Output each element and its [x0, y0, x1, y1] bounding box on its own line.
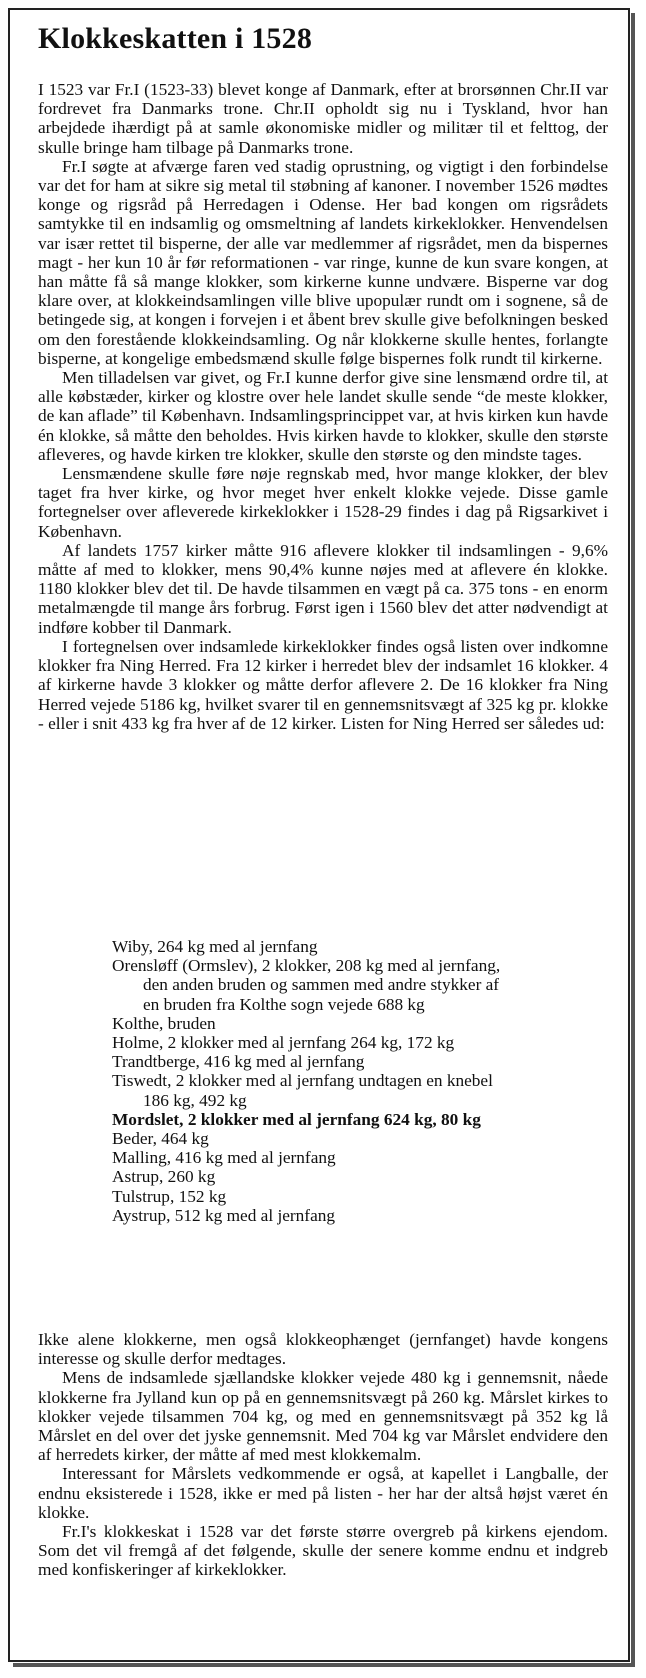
list-item-highlight: Mordslet, 2 klokker med al jernfang 624 kg, 80 kg: [112, 1109, 481, 1129]
list-item: Orensløff (Ormslev), 2 klokker, 208 kg med al jernfang,: [112, 956, 501, 976]
list-item: en bruden fra Kolthe sogn vejede 688 kg: [143, 994, 425, 1014]
list-item: Wiby, 264 kg med al jernfang: [112, 937, 318, 956]
paragraph: Mens de indsamlede sjællandske klokker vejede 480 kg i gennemsnit, nåede klokkerne fra Jylland kun op på en gennemsnitsvægt på 260 kg. Mårslet kirkes to klokker vejede tilsammen 704 kg, og med en gennemsnitsvægt på 352 kg lå Mårslet en del over det jyske gennemsnit. Med 704 kg var Mårslet endvidere den af herredets kirker, der måtte af med mest klokkemalm.: [38, 1368, 608, 1465]
paragraph: I fortegnelsen over indsamlede kirkeklokker findes også listen over indkomne klokker fra Ning Herred. Fra 12 kirker i herredet blev der indsamlet 16 klokker. 4 af kirkerne havde 3 klokker og måtte derfor aflevere 2. De 16 klokker fra Ning Herred vejede 5186 kg, hvilket svarer til en gennemsnitsvægt af 325 kg pr. klokke - eller i snit 433 kg fra hver af de 12 kirker. Listen for Ning Herred ser således ud:: [38, 636, 608, 733]
paragraph: Fr.I søgte at afværge faren ved stadig oprustning, og vigtigt i den forbindelse var det for ham at sikre sig metal til støbning af kanoner. I november 1526 mødtes konge og rigsråd på Herredagen i Odense. Her bad kongen om rigsrådets samtykke til en indsamlig og omsmeltning af landets kirkeklokker. Henvendelsen var især rettet til bisperne, der alle var medlemmer af rigsrådet, men da bispernes magt - her kun 10 år før reformationen - var ringe, kunne de kun svare kongen, at han måtte få så mange klokker, som kirkerne kunne undvære. Bisperne var dog klare over, at klokkeindsamlingen ville blive upopulær rundt om i sognene, så de betingede sig, at kongen i forvejen i et åbent brev skulle give befolkningen besked om den forestående klokkeindsamling. Og når klokkerne skulle hentes, forlangte bisperne, at kongelige embedsmænd skulle følge bispernes folk rundt til kirkerne.: [38, 156, 608, 368]
paragraph: Interessant for Mårslets vedkommende er også, at kapellet i Langballe, der endnu eksisterede i 1528, ikke er med på listen - her har der altså højst været én klokke.: [38, 1464, 608, 1522]
paragraph: Fr.I's klokkeskat i 1528 var det første større overgreb på kirkens ejendom. Som det vil fremgå af det følgende, skulle der senere komme endnu et indgreb med konfiskeringer af kirkeklokker.: [38, 1522, 608, 1580]
paragraph: Men tilladelsen var givet, og Fr.I kunne derfor give sine lensmænd ordre til, at alle købstæder, kirker og klostre over hele landet skulle sende “de meste klokker, de kan aflade” til København. Indsamlingsprincippet var, at hvis kirken kun havde én klokke, så måtte den beholdes. Hvis kirken havde to klokker, skulle den største afleveres, og havde kirken tre klokker, skulle den største og den mindste tages.: [38, 368, 608, 464]
article-body-bottom: [38, 1330, 608, 1580]
paragraph: Af landets 1757 kirker måtte 916 aflevere klokker til indsamlingen - 9,6% måtte af med to klokker, mens 90,4% kunne nøjes med at aflevere én klokke. 1180 klokker blev det til. De havde tilsammen en vægt på ca. 375 tons - en enorm metalmængde til mange års forbrug. Først igen i 1560 blev det atter nødvendigt at indføre kobber til Danmark.: [38, 540, 608, 637]
list-item: Trandtberge, 416 kg med al jernfang: [112, 1052, 365, 1072]
paragraph: Ikke alene klokkerne, men også klokkeophænget (jernfanget) havde kongens interesse og skulle derfor medtages.: [38, 1330, 608, 1369]
list-item: Malling, 416 kg med al jernfang: [112, 1148, 336, 1168]
paragraph: Lensmændene skulle føre nøje regnskab med, hvor mange klokker, der blev taget fra hver kirke, og hvor meget hver enkelt klokke vejede. Disse gamle fortegnelser over afleverede kirkeklokker i 1528-29 findes i dag på Rigsarkivet i København.: [38, 464, 608, 541]
article-title: Klokkeskatten i 1528: [38, 22, 313, 55]
article-body-top: [38, 80, 608, 733]
list-item: Kolthe, bruden: [112, 1013, 216, 1033]
bell-list: [112, 937, 612, 1225]
list-item: Tiswedt, 2 klokker med al jernfang undtagen en knebel: [112, 1071, 493, 1091]
list-item: 186 kg, 492 kg: [143, 1090, 247, 1110]
list-item: den anden bruden og sammen med andre stykker af: [143, 975, 500, 995]
list-item: Astrup, 260 kg: [112, 1167, 216, 1187]
list-item: Beder, 464 kg: [112, 1129, 209, 1149]
list-item: Aystrup, 512 kg med al jernfang: [112, 1205, 336, 1225]
list-item: Tulstrup, 152 kg: [112, 1186, 227, 1206]
paragraph: I 1523 var Fr.I (1523-33) blevet konge af Danmark, efter at brorsønnen Chr.II var fordrevet fra Danmarks trone. Chr.II opholdt sig nu i Tyskland, hvor han arbejdede ihærdigt på at samle økonomiske midler og militær til et felttog, der skulle bringe ham tilbage på Danmarks trone.: [38, 80, 608, 157]
list-item: Holme, 2 klokker med al jernfang 264 kg, 172 kg: [112, 1033, 455, 1053]
